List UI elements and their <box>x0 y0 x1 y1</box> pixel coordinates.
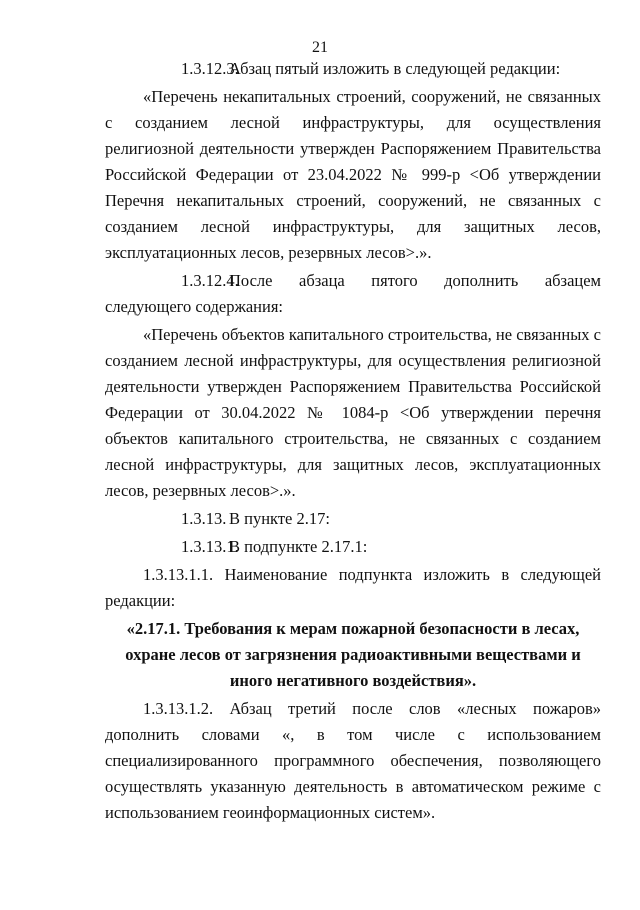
clause-text: Наименование подпункта изложить в следующей редакции: <box>105 565 601 610</box>
document-body <box>105 56 601 826</box>
clause-number: 1.3.13.1.1. <box>143 565 214 584</box>
paragraph-1-3-13 <box>105 506 601 532</box>
clause-number: 1.3.12.4. <box>181 271 239 290</box>
clause-text: После абзаца пятого дополнить абзацем следующего содержания: <box>105 271 601 316</box>
paragraph-1-3-13-1-1 <box>105 562 601 614</box>
clause-text: В подпункте 2.17.1: <box>229 537 368 556</box>
clause-number: 1.3.13.1.2. <box>143 699 214 718</box>
clause-number: 1.3.12.3. <box>181 59 239 78</box>
page-number: 21 <box>312 39 328 56</box>
paragraph-1-3-13-1 <box>105 534 601 560</box>
clause-number: 1.3.13. <box>181 509 227 528</box>
clause-text: Абзац третий после слов «лесных пожаров» дополнить словами «, в том числе с использованием специализированного программного обеспечения, позволяющего осуществлять указанную деятельность в автоматическом режиме с использованием геоинформационных систем». <box>105 699 601 822</box>
clause-number: 1.3.13.1. <box>181 537 239 556</box>
clause-text: Абзац пятый изложить в следующей редакции: <box>229 59 561 78</box>
quote-paragraph-1: «Перечень некапитальных строений, сооружений, не связанных с созданием лесной инфраструктуры, для осуществления религиозной деятельности утвержден Распоряжением Правительства Российской Федерации от 23.04.2022 № 999-р <Об утверждении Перечня некапитальных строений, сооружений, не связанных с созданием лесной инфраструктуры, для защитных лесов, эксплуатационных лесов, резервных лесов>.». <box>105 87 601 262</box>
clause-text: В пункте 2.17: <box>229 509 330 528</box>
section-heading-2-17-1: «2.17.1. Требования к мерам пожарной безопасности в лесах, охране лесов от загрязнения радиоактивными веществами и иного негативного воздействия». <box>125 619 581 690</box>
paragraph-1-3-13-1-2 <box>105 696 601 826</box>
paragraph-1-3-12-4 <box>105 268 601 320</box>
paragraph-1-3-12-3 <box>105 56 601 82</box>
quote-paragraph-2: «Перечень объектов капитального строительства, не связанных с созданием лесной инфраструктуры, для осуществления религиозной деятельности утвержден Распоряжением Правительства Российской Федерации от 30.04.2022 № 1084-р <Об утверждении перечня объектов капитального строительства, не связанных с созданием лесной инфраструктуры, для защитных лесов, эксплуатационных лесов, резервных лесов>.». <box>105 325 601 500</box>
